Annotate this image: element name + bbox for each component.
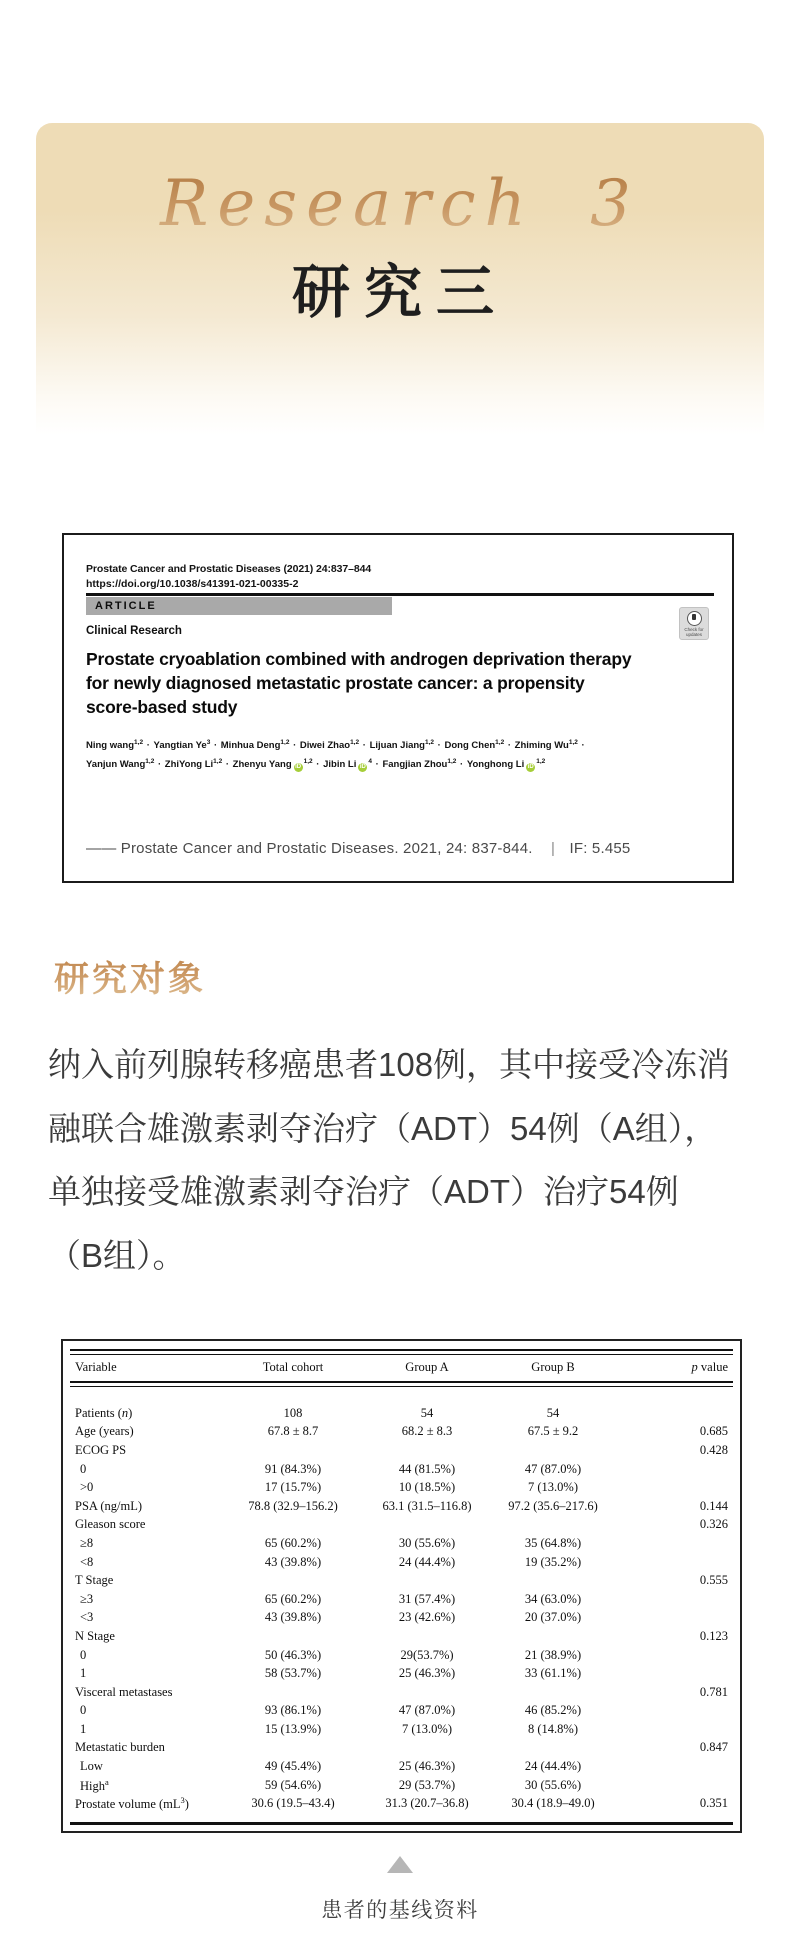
table-cell: 0: [80, 1461, 87, 1476]
table-cell: 59 (54.6%): [264, 1777, 322, 1792]
hero-script-title: Research 3: [36, 167, 764, 241]
author: ZhiYong Li$^{1,2}$: [164, 757, 223, 770]
clinical-research-label: Clinical Research: [86, 625, 182, 637]
table-header-rule: [70, 1381, 733, 1387]
table-cell: 10 (18.5%): [398, 1480, 456, 1495]
citation-divider: |: [550, 840, 556, 857]
badge-text-line: Check for: [684, 627, 704, 632]
table-cell: ECOG PS: [75, 1442, 127, 1457]
table-cell: 35 (64.8%): [524, 1535, 582, 1550]
table-cell: 78.8 (32.9–156.2): [248, 1498, 338, 1513]
author: Ning wang$^{1,2}$: [86, 739, 144, 752]
author-list: [86, 735, 722, 772]
table-row: [74, 1739, 728, 1758]
table-cell: T Stage: [75, 1573, 114, 1588]
table-cell: 97.2 (35.6–217.6): [508, 1498, 598, 1513]
table-cell: N Stage: [75, 1628, 115, 1643]
article-bar: ARTICLE: [86, 597, 392, 615]
table-cell: 24 (44.4%): [524, 1759, 582, 1774]
table-row: [74, 1441, 728, 1460]
author-line: [86, 735, 722, 754]
author: Fangjian Zhou$^{1,2}$: [382, 757, 457, 770]
table-row: [74, 1683, 728, 1702]
table-cell: 0: [80, 1703, 87, 1718]
impact-factor: IF: 5.455: [569, 840, 631, 857]
author: Yonghong Li iD$^{1,2}$: [466, 757, 546, 770]
table-row: [74, 1460, 728, 1479]
table-cell: 54: [546, 1405, 560, 1420]
table-cell: 46 (85.2%): [524, 1703, 582, 1718]
doi-line: https://doi.org/10.1038/s41391-021-00335-2: [86, 578, 299, 590]
study-paragraph: [48, 1033, 754, 1287]
table-row: [74, 1702, 728, 1721]
author-separator: ·: [144, 740, 153, 752]
table-row: [74, 1609, 728, 1628]
citation-line: [86, 840, 630, 857]
paragraph-line: 纳入前列腺转移癌患者108例，其中接受冷冻消: [48, 1046, 731, 1083]
table-cell: 63.1 (31.5–116.8): [382, 1498, 472, 1513]
table-cell: 58 (53.7%): [264, 1666, 322, 1681]
table-row: [74, 1627, 728, 1646]
table-cell: 25 (46.3%): [398, 1759, 456, 1774]
table-row: [74, 1404, 728, 1423]
table-cell: 68.2 ± 8.3: [401, 1424, 453, 1439]
table-cell: 30.6 (19.5–43.4): [251, 1796, 335, 1811]
table-cell: 91 (84.3%): [264, 1461, 322, 1476]
hero-cn-title: 研究三: [291, 260, 508, 325]
author-separator: ·: [505, 740, 514, 752]
table-cell: 0.326: [699, 1517, 728, 1532]
table-cell: 1: [80, 1721, 87, 1736]
table-cell: 0.685: [699, 1424, 728, 1439]
table-cell: 8 (14.8%): [528, 1721, 578, 1736]
table-cell: Low: [80, 1759, 103, 1774]
table-row: [74, 1757, 728, 1776]
table-row: [74, 1664, 728, 1683]
column-header: Group B: [531, 1359, 575, 1374]
table-cell: 20 (37.0%): [524, 1610, 582, 1625]
table-cell: 23 (42.6%): [398, 1610, 456, 1625]
table-cell: 0.123: [699, 1628, 728, 1643]
table-cell: 50 (46.3%): [264, 1647, 322, 1662]
table-cell: 21 (38.9%): [524, 1647, 582, 1662]
author: Zhiming Wu$^{1,2}$: [514, 739, 578, 752]
author-separator: ·: [435, 740, 444, 752]
table-cell: 54: [420, 1405, 434, 1420]
table-cell: Gleason score: [75, 1517, 146, 1532]
table-cell: 30.4 (18.9–49.0): [511, 1796, 595, 1811]
section-heading: 研究对象: [54, 952, 206, 1002]
table-cell: 67.8 ± 8.7: [267, 1424, 319, 1439]
paragraph-line: （B组）。: [48, 1236, 186, 1274]
table-caption: 患者的基线资料: [321, 1899, 479, 1922]
table-cell: Visceral metastases: [75, 1684, 173, 1699]
orcid-icon: iD: [295, 763, 302, 770]
column-header: Variable: [75, 1359, 117, 1374]
table-cell: 30 (55.6%): [524, 1777, 582, 1792]
table-row: [74, 1516, 728, 1535]
table-cell: ≥8: [80, 1535, 94, 1550]
table-cell: 24 (44.4%): [398, 1554, 456, 1569]
author: Lijuan Jiang$^{1,2}$: [369, 739, 435, 752]
table-cell: 108: [283, 1405, 303, 1420]
table-cell: 67.5 ± 9.2: [527, 1424, 579, 1439]
table-cell: 65 (60.2%): [264, 1591, 322, 1606]
table-cell: 0.555: [699, 1573, 728, 1588]
table-cell: 0: [80, 1647, 87, 1662]
table-row: [74, 1478, 728, 1497]
table-row: [74, 1720, 728, 1739]
table-cell: Age (years): [75, 1424, 134, 1439]
paper-title-line: Prostate cryoablation combined with androgen deprivation therapy: [86, 649, 632, 669]
up-triangle-icon: [387, 1856, 413, 1873]
check-updates-icon: [687, 611, 702, 626]
table-cell: 19 (35.2%): [524, 1554, 582, 1569]
table-cell: Patients (n): [75, 1405, 133, 1420]
column-header: Total cohort: [262, 1359, 324, 1374]
table-cell: High$^a$: [80, 1776, 109, 1793]
table-cell: >0: [80, 1480, 94, 1495]
table-cell: PSA (ng/mL): [75, 1498, 143, 1513]
author: Jibin Li $iD^4$: [323, 757, 372, 770]
table-cell: 7 (13.0%): [528, 1480, 578, 1495]
table-cell: Metastatic burden: [75, 1740, 165, 1755]
table-cell: 93 (86.1%): [264, 1703, 322, 1718]
table-top-rule: [70, 1349, 733, 1355]
author: Yangtian Ye$^3$: [153, 739, 211, 752]
author-separator: ·: [313, 758, 323, 770]
table-cell: 31.3 (20.7–36.8): [385, 1796, 469, 1811]
table-header-row: [74, 1357, 728, 1377]
table-cell: 0.428: [699, 1442, 728, 1457]
table-cell: 43 (39.8%): [264, 1610, 322, 1625]
paper-title-line: for newly diagnosed metastatic prostate cancer: a propensity: [86, 673, 585, 693]
author: Yanjun Wang$^{1,2}$: [86, 757, 155, 770]
orcid-icon: iD: [359, 763, 366, 770]
table-cell: 0.781: [699, 1684, 728, 1699]
author-separator: ·: [211, 740, 220, 752]
author: Minhua Deng$^{1,2}$: [220, 739, 290, 752]
table-cell: 29 (53.7%): [398, 1777, 456, 1792]
table-cell: 43 (39.8%): [264, 1554, 322, 1569]
paper-card: [62, 533, 734, 883]
table-cell: 34 (63.0%): [524, 1591, 582, 1606]
author: Diwei Zhao$^{1,2}$: [299, 739, 360, 752]
author-separator: ·: [373, 758, 382, 770]
table-cell: <3: [80, 1610, 94, 1625]
table-cell: 0.351: [699, 1796, 728, 1811]
table-cell: 29(53.7%): [400, 1647, 454, 1662]
author-separator: ·: [360, 740, 369, 752]
paper-title-line: score-based study: [86, 697, 238, 717]
table-row: [74, 1776, 728, 1795]
table-cell: 44 (81.5%): [398, 1461, 456, 1476]
table-cell: 47 (87.0%): [398, 1703, 456, 1718]
check-for-updates-badge[interactable]: [679, 607, 709, 640]
citation-text: —— Prostate Cancer and Prostatic Diseases. 2021, 24: 837-844.: [86, 840, 533, 857]
table-row: [74, 1646, 728, 1665]
table-row: [74, 1794, 728, 1813]
table-row: [74, 1553, 728, 1572]
table-cell: 25 (46.3%): [398, 1666, 456, 1681]
orcid-icon: iD: [527, 763, 534, 770]
paragraph-line: 单独接受雄激素剥夺治疗（ADT）治疗54例: [48, 1173, 679, 1210]
table-row: [74, 1423, 728, 1442]
horizontal-rule: [86, 593, 714, 596]
table-body: [74, 1404, 728, 1813]
author-separator: ·: [155, 758, 164, 770]
table-cell: 47 (87.0%): [524, 1461, 582, 1476]
table-bottom-rule: [70, 1822, 733, 1825]
author-separator: ·: [578, 740, 585, 752]
table-cell: 0.847: [699, 1740, 728, 1755]
paragraph-line: 融联合雄激素剥夺治疗（ADT）54例（A组），: [48, 1109, 718, 1147]
table-cell: 49 (45.4%): [264, 1759, 322, 1774]
table-cell: <8: [80, 1554, 94, 1569]
table-cell: Prostate volume $(mL^3)$: [75, 1795, 189, 1812]
table-cell: 17 (15.7%): [264, 1480, 322, 1495]
hero-banner: [36, 123, 764, 435]
table-cell: 31 (57.4%): [398, 1591, 456, 1606]
author: Zhenyu Yang iD$^{1,2}$: [232, 757, 313, 770]
table-cell: 1: [80, 1666, 87, 1681]
author-separator: ·: [457, 758, 466, 770]
journal-line: Prostate Cancer and Prostatic Diseases (2021) 24:837–844: [86, 563, 372, 575]
table-row: [74, 1571, 728, 1590]
column-header: Group A: [405, 1359, 449, 1374]
table-cell: 30 (55.6%): [398, 1535, 456, 1550]
author-separator: ·: [223, 758, 232, 770]
table-cell: 7 (13.0%): [402, 1721, 452, 1736]
table-cell: 0.144: [699, 1498, 728, 1513]
baseline-table: [61, 1339, 742, 1833]
table-cell: 33 (61.1%): [524, 1666, 582, 1681]
author-separator: ·: [290, 740, 299, 752]
author-line: [86, 754, 722, 773]
table-row: [74, 1497, 728, 1516]
table-row: [74, 1590, 728, 1609]
column-header: p value: [691, 1359, 728, 1374]
author: Dong Chen$^{1,2}$: [444, 739, 505, 752]
badge-text-line: updates: [685, 632, 702, 637]
table-row: [74, 1534, 728, 1553]
table-cell: ≥3: [80, 1591, 94, 1606]
table-cell: 15 (13.9%): [264, 1721, 322, 1736]
paper-title: [86, 647, 666, 719]
table-cell: 65 (60.2%): [264, 1535, 322, 1550]
